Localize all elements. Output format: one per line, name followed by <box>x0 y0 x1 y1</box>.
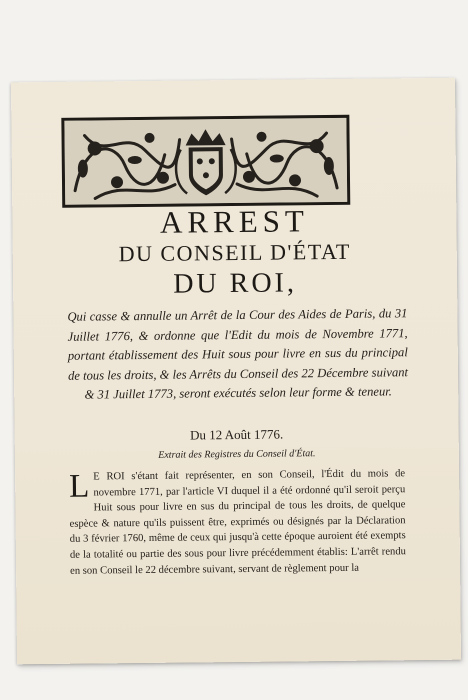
body-paragraph: s'étant fait représenter, en son Conseil, l'Édit du mois de novembre 1771, par l'article VI duquel il a été ordonné qu'il seroit perçu Huit sous pour livre en sus du principal de tous les droits, de quelque espèce & nature qu'ils puissent être, exprimés ou désignés par la Déclaration du 3 février 1760, même de ceux qui jusqu'à cette époque auroient été exempts de la totalité ou partie des sous pour livre précédemment établis: L'arrêt rendu en son Conseil le 22 décembre suivant, servant de règlement pour la <box>69 468 406 577</box>
ornament-engraving <box>64 118 347 205</box>
title-du-roi: DU ROI, <box>173 267 298 300</box>
body-lead-words: E ROI <box>93 471 125 483</box>
ornamental-headpiece <box>61 115 350 208</box>
decree-body-text <box>69 466 406 579</box>
document-page <box>11 78 461 665</box>
title-arrest: ARREST <box>159 203 310 240</box>
drop-cap: L <box>69 468 90 505</box>
registry-extract-note: Extrait des Registres du Conseil d'État. <box>158 448 316 461</box>
decree-date: Du 12 Août 1776. <box>189 426 284 443</box>
title-conseil: DU CONSEIL D'ÉTAT <box>118 238 351 267</box>
decree-summary: Qui casse & annulle un Arrêt de la Cour des Aides de Paris, du 31 Juillet 1776, & ordonne que l'Edit du mois de Novembre 1771, portant établissement des Huit sous pour livre en sus du principal de tous les droits, & les Arrêts du Conseil des 22 Décembre suivant & 31 Juillet 1773, seront exécutés selon leur forme & teneur. <box>67 306 409 402</box>
